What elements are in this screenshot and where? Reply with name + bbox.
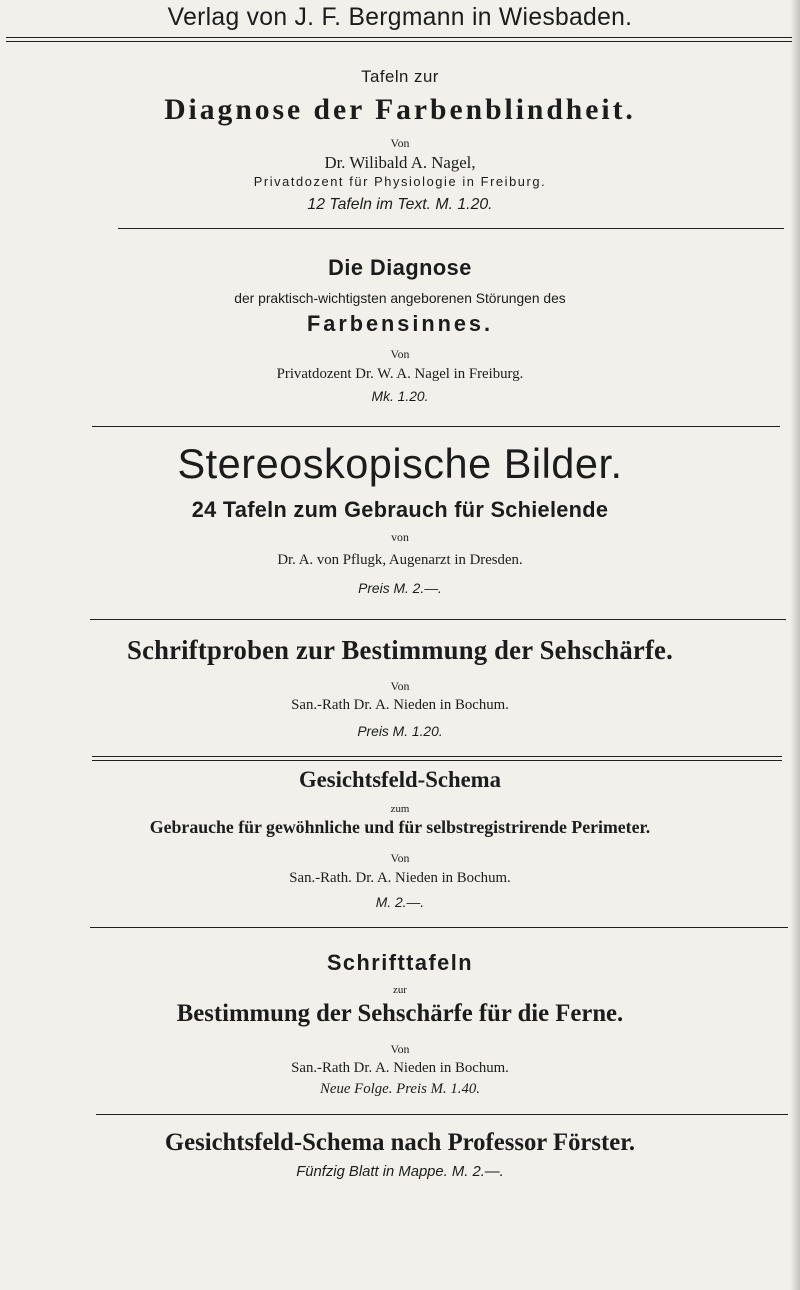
section3-author: Dr. A. von Pflugk, Augenarzt in Dresden. (277, 552, 523, 568)
section5-rule (90, 927, 788, 928)
section1-title: Diagnose der Farbenblindheit. (164, 93, 636, 126)
section6-zur: zur (393, 984, 407, 996)
section6-subtitle: Bestimmung der Sehschärfe für die Ferne. (176, 1000, 624, 1027)
section1-rule (118, 228, 784, 229)
section5-subtitle: Gebrauche für gewöhnliche und für selbstregistrirende Perimeter. (149, 817, 651, 837)
section4-author: San.-Rath Dr. A. Nieden in Bochum. (291, 697, 509, 713)
section4-price: Preis M. 1.20. (357, 723, 443, 739)
section6-rule (96, 1114, 788, 1115)
section1-pre-title: Tafeln zur (361, 67, 439, 86)
header-double-rule (6, 37, 792, 42)
section3-price: Preis M. 2.—. (358, 580, 442, 596)
section1-von: Von (390, 136, 410, 150)
section3-title: Stereoskopische Bilder. (177, 440, 623, 487)
section2-rule (92, 426, 780, 427)
page-edge-shadow (790, 0, 800, 1290)
section2-author: Privatdozent Dr. W. A. Nagel in Freiburg. (276, 366, 524, 382)
section2-price: Mk. 1.20. (371, 388, 429, 404)
section6-von: Von (390, 1042, 410, 1056)
section5-price: M. 2.—. (375, 894, 425, 910)
publisher-header: Verlag von J. F. Bergmann in Wiesbaden. (167, 3, 633, 31)
section4-title: Schriftproben zur Bestimmung der Sehschärfe. (127, 635, 673, 665)
section2-subject: Farbensinnes. (307, 311, 493, 336)
section6-author: San.-Rath Dr. A. Nieden in Bochum. (291, 1060, 509, 1076)
section1-author: Dr. Wilibald A. Nagel, (324, 153, 476, 172)
section5-von: Von (390, 851, 410, 865)
section4-von: Von (390, 679, 410, 693)
section2-von: Von (390, 347, 410, 361)
section5-zum: zum (390, 803, 410, 815)
section7-title: Gesichtsfeld-Schema nach Professor Förster. (164, 1129, 636, 1156)
section2-title: Die Diagnose (328, 255, 472, 280)
section6-title: Schrifttafeln (326, 950, 474, 975)
section6-price: Neue Folge. Preis M. 1.40. (320, 1081, 480, 1097)
section5-title: Gesichtsfeld-Schema (299, 767, 501, 792)
section2-subtitle: der praktisch-wichtigsten angeborenen Störungen des (234, 290, 566, 306)
section7-price: Fünfzig Blatt in Mappe. M. 2.—. (296, 1163, 504, 1180)
section5-author: San.-Rath. Dr. A. Nieden in Bochum. (289, 870, 511, 886)
section3-subtitle: 24 Tafeln zum Gebrauch für Schielende (191, 497, 609, 522)
section1-price: 12 Tafeln im Text. M. 1.20. (307, 196, 493, 213)
section1-affiliation: Privatdozent für Physiologie in Freiburg. (253, 174, 547, 189)
section4-rule (92, 756, 782, 761)
section3-rule (90, 619, 786, 620)
section3-von: von (391, 530, 409, 544)
